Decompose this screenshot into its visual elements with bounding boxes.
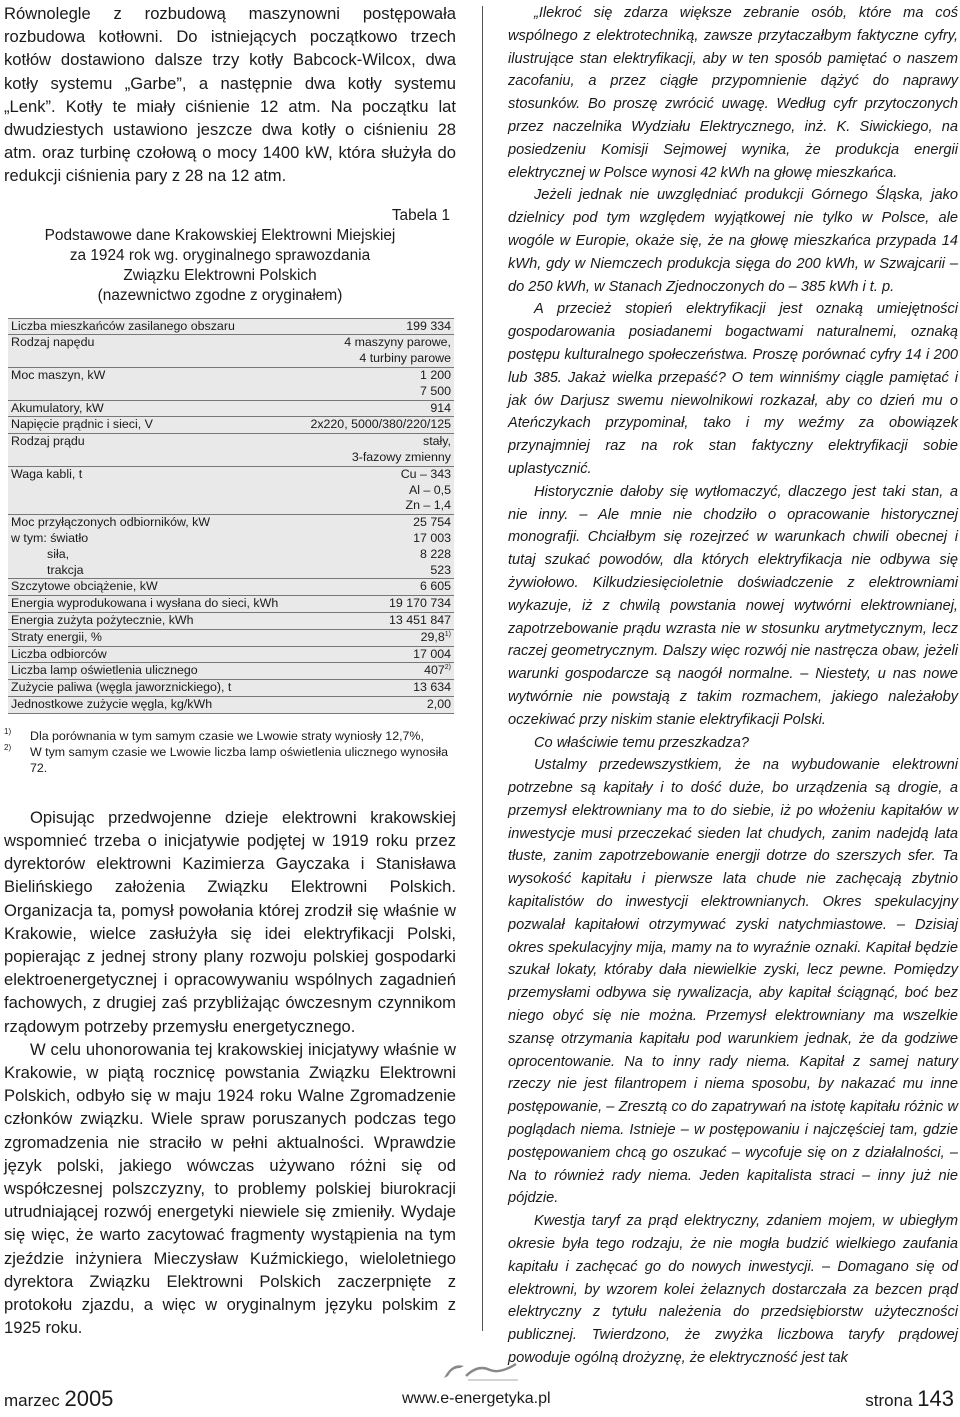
row-value: 17 004 xyxy=(285,646,454,663)
table-caption xyxy=(4,206,456,306)
table-row xyxy=(8,579,454,596)
row-label: Rodzaj napędu xyxy=(8,335,285,368)
energetyka-logo xyxy=(438,1358,522,1384)
row-value: 29,8 xyxy=(420,629,445,644)
row-label: Napięcie prądnic i sieci, V xyxy=(8,417,285,434)
table-row xyxy=(8,629,454,646)
intro-paragraph: Równolegle z rozbudową maszynowni postępowała rozbudowa kotłowni. Do istniejących początkowo trzech kotłów dostawiono dalsze trzy kotły Babcock-Wilcox, dwa kotły systemu „Garbe”, a następnie dwa kotły systemu „Lenk”. Kotły te miały ciśnienie 12 atm. Na początku lat dwudziestych ustawiono jeszcze dwa kotły o ciśnieniu 28 atm. oraz turbinę czołową o mocy 1400 kW, która służyła do redukcji ciśnienia pary z 28 na 12 atm. xyxy=(4,4,456,186)
table-row xyxy=(8,680,454,697)
data-table xyxy=(8,318,454,714)
row-value: 13 634 xyxy=(285,680,454,697)
row-value: 8 228 xyxy=(419,546,451,561)
table-row xyxy=(8,318,454,335)
quote-paragraph: A przecież stopień elektryfikacji jest oznaką umiejętności gospodarowania posiadanemi bogactwami naturalnemi, oznaką postępu kulturalnego społeczeństwa. Proszę porównać cyfry 14 i 200 lub 385. Jakaż wielka przepaść? O tem winniśmy ciągle pamiętać i jak ów Darjusz swemu niewolnikowi rozkazał, aby co dzień mu o Ateńczykach przypominał, tako i my weźmy za obowiązek przynajmniej raz na rok stan faktyczny elektryfikacji sobie uplastycznić. xyxy=(508,301,958,477)
table-row xyxy=(8,434,454,467)
row-value: Cu – 343 xyxy=(400,466,451,481)
issue-date xyxy=(4,1386,113,1412)
row-value: 4 maszyny parowe, xyxy=(344,335,451,350)
row-sublabel: w tym: światło xyxy=(11,530,89,545)
row-value: 407 xyxy=(424,663,445,678)
row-value: stały, xyxy=(423,434,451,449)
page-label: strona xyxy=(865,1391,913,1410)
quote-paragraph: Co właściwie temu przeszkadza? xyxy=(534,734,749,751)
issue-month: marzec xyxy=(4,1391,60,1410)
row-label: Rodzaj prądu xyxy=(8,434,285,467)
table-row xyxy=(8,663,454,680)
row-value: 19 170 734 xyxy=(285,596,454,613)
table-row xyxy=(8,696,454,713)
row-label: Liczba lamp oświetlenia ulicznego xyxy=(8,663,285,680)
row-value: 17 003 xyxy=(413,530,451,545)
table-title-line2: za 1924 rok wg. oryginalnego sprawozdania xyxy=(69,246,371,264)
table-row xyxy=(8,612,454,629)
row-label: Moc przyłączonych odbiorników, kW xyxy=(11,515,211,530)
quote-paragraph: Kwestja taryf za prąd elektryczny, zdaniem mojem, w ubiegłym okresie była tego rodzaju, że nie mogła budzić wielkiego zaufania kapitału i zachęcać go do nowych inwestycji. – Domagano się od elektrowni, by wzorem kolei żelaznych dostarczała za bezcen prąd elektryczny z tytułu należenia do przedsiębiorstw użyteczności publicznej. Twierdzono, że zwyżka liczbowa taryfy prądowej powoduje ogólną drożyznę, że elektryczność jest tak xyxy=(508,1213,958,1367)
quote-paragraph: Historycznie dałoby się wytłomaczyć, dlaczego jest taki stan, a nie inny. – Ale mnie nie chodziło o opracowanie historycznej monografji. Chciałbym się rozejrzeć w warunkach chwili obecnej i tutaj szukać powodów, dla których elektryfikacja nie odbywa się żywiołowo. Kilkudziesięcioletnie doświadczenie z elektrowniami wykazuje, iż z chwilą powstania nowej wytwórni elektrownianej, zapotrzebowanie prądu wzrasta nie w stosunku arytmetycznym, lecz raczej geometrycznym. Dalszy więc rozwój nie nastręcza obaw, jeżeli warunki gospodarcze są naogół normalne. – Niestety, u nas nowe wytwórnie nie powstają z takim rozmachem, jakiego należałoby oczekiwać przy niskim stanie elektryfikacji Polski. xyxy=(508,483,958,728)
footnote-marker: 1) xyxy=(4,726,12,736)
row-label: Szczytowe obciążenie, kW xyxy=(8,579,285,596)
table-row xyxy=(8,400,454,417)
row-label: Energia wyprodukowana i wysłana do sieci, kWh xyxy=(8,596,285,613)
row-label: Zużycie paliwa (węgla jaworznickiego), t xyxy=(8,680,285,697)
page-number: 143 xyxy=(917,1386,954,1411)
row-value: 1 200 xyxy=(419,368,451,383)
row-label: Liczba mieszkańców zasilanego obszaru xyxy=(8,318,285,335)
table-footnotes xyxy=(4,728,456,776)
row-label: Straty energii, % xyxy=(8,629,285,646)
row-value: 199 334 xyxy=(285,318,454,335)
table-number: Tabela 1 xyxy=(391,206,450,224)
row-value: 7 500 xyxy=(419,383,451,398)
quote-paragraph: Jeżeli jednak nie uwzględniać produkcji Górnego Śląska, jako dzielnicy pod tym względem wyjątkowej nie tylko w Polsce, ale wogóle w Europie, okaże się, że na głowę mieszkańca przypada 14 kWh, gdy w Niemczech produkcja sięga do 200 kWh, w Szwajcarii – do 250 kWh, w Stanach Zjednoczonych do – 385 kWh i t. p. xyxy=(508,187,958,295)
footnote-marker: 1) xyxy=(444,630,451,638)
row-label: Moc maszyn, kW xyxy=(8,368,285,401)
table-row xyxy=(8,646,454,663)
row-value: 25 754 xyxy=(413,515,451,530)
row-value: 914 xyxy=(285,400,454,417)
row-value: 13 451 847 xyxy=(285,612,454,629)
quote-paragraph: „Ilekroć się zdarza większe zebranie osób, które ma coś wspólnego z elektrotechniką, zawsze przytaczałbym faktyczne cyfry, ilustrujące stan elektryfikacji, aby w ten sposób pamiętać o naszem zacofaniu, a przez ciągłe przypomnienie dążyć do naprawy stosunków. Bo proszę zwrócić uwagę. Według cyfr przytoczonych przez naczelnika Wydziału Elektrycznego, inż. K. Siwickiego, na posiedzeniu Komisji Sejmowej wynika, że produkcja energii elektrycznej w Polsce wynosi 42 kWh na głowę mieszkańca. xyxy=(508,5,958,181)
row-label: Waga kabli, t xyxy=(8,466,285,514)
footnote-text: W tym samym czasie we Lwowie liczba lamp oświetlenia ulicznego wynosiła 72. xyxy=(30,744,448,775)
row-value: 2x220, 5000/380/220/125 xyxy=(285,417,454,434)
footnote-1 xyxy=(4,726,450,744)
table-row xyxy=(8,515,454,579)
row-value: Zn – 1,4 xyxy=(405,498,451,513)
row-label: Akumulatory, kW xyxy=(8,400,285,417)
footnote-text: Dla porównania w tym samym czasie we Lwowie straty wyniosły 12,7%, xyxy=(30,728,424,743)
row-label: Energia zużyta pożytecznie, kWh xyxy=(8,612,285,629)
footnote-2 xyxy=(4,742,450,776)
issue-year: 2005 xyxy=(64,1386,114,1411)
footnote-marker: 2) xyxy=(4,742,12,752)
row-value: 6 605 xyxy=(285,579,454,596)
table-row xyxy=(8,368,454,401)
body-paragraph: Opisując przedwojenne dzieje elektrowni krakowskiej wspomnieć trzeba o inicjatywie podjętej w 1919 roku przez dyrektorów elektrowni Kazimierza Gayczaka i Stanisława Bielińskiego założenia Związku Elektrowni Polskich. Organizacja ta, pomysł powołania której zrodził się właśnie w Krakowie, wielce zasłużyła się idei elektryfikacji Polski, popierając z jednej strony plany rozwoju polskiej gospodarki elektroenergetycznej i opracowywaniu wspólnych zagadnień fachowych, z drugiej zaś przybliżając ówczesnym czynnikom rządowym potrzeby przemysłu energetycznego. xyxy=(4,807,456,1036)
table-title-line3: Związku Elektrowni Polskich xyxy=(123,266,317,284)
website-url: www.e-energetyka.pl xyxy=(402,1390,551,1407)
left-body xyxy=(4,806,456,1340)
column-divider xyxy=(482,6,483,1331)
quote-paragraph: Ustalmy przedewszystkiem, że na wybudowanie elektrowni potrzebne są kapitały i to dość duże, bo urządzenia są drogie, a przemysł elektrowniany ma to do siebie, iż po włożeniu kapitałów w inwestycje musi przeczekać sieden lat chudych, zanim nadejdą lata tłuste, zanim zapotrzebowanie energji dotrze do szerszych sfer. Ta wysokość kapitału i pierwsze lata chude nie zachęcają zbytnio kapitalistów do inwestycji elektrownianych. Okres spekulacyjny pozwalał kapitałowi otrzymywać zyski natychmiastowe. – Dzisiaj okres spekulacyjny mija, mamy na to wyraźnie oznaki. Kapitał będzie szukał lokaty, któraby dała niewielkie zyski, lecz pewne. Pomiędzy przemysłami odbywa się rywalizacja, aby kapitał ściągnąć, boć bez niego obyć się nie można. Przemysł elektrowniany ma wszelkie szansę otrzymania kapitału pod warunkiem jednak, że da godziwe oprocentowanie. Na to inny rady niema. Kapitał z samej natury rzeczy nie jest filantropem i niema sposobu, by nakazać mu inne postępowanie, – Zresztą co do zapatrywań na istotę kapitału różnic w poglądach niema. Istnieje – w postępowaniu i najczęściej tam, gdzie postępowaniem chcą go oszukać – wycofuje się on z działalności, – Na to również rady niema. Jeden kapitalista straci – inny już nie pójdzie. xyxy=(508,757,958,1207)
row-value: 523 xyxy=(430,562,451,577)
table-row xyxy=(8,466,454,514)
table-title-line4: (nazewnictwo zgodne z oryginałem) xyxy=(97,286,343,304)
footnote-marker: 2) xyxy=(444,664,451,672)
table-row xyxy=(8,335,454,368)
body-paragraph: W celu uhonorowania tej krakowskiej inicjatywy właśnie w Krakowie, w piątą rocznicę powstania Związku Elektrowni Polskich, odbyło się w maju 1924 roku Walne Zgromadzenie członków związku. Wiele spraw poruszanych podczas tego zgromadzenia nie straciło w pełni aktualności. Wprawdzie język polski, jakiego wówczas używano różni się od współczesnej polszczyzny, to problemy polskiej biurokracji utrudniającej rozwój energetyki niewiele się zmieniły. Wydaje się więc, że warto zacytować fragmenty wystąpienia na tym zjeździe inżyniera Mieczysław Kuźmickiego, wieloletniego dyrektora Związku Elektrowni Polskich zaczerpnięte z protokołu zjazdu, a więc w oryginalnym języku polskim z 1925 roku. xyxy=(4,1039,456,1338)
row-label: Liczba odbiorców xyxy=(8,646,285,663)
page-number-block xyxy=(865,1386,954,1412)
page-footer xyxy=(0,1380,960,1417)
row-sublabel: siła, xyxy=(47,546,70,561)
row-value: 4 turbiny parowe xyxy=(359,351,451,366)
row-value: 2,00 xyxy=(285,696,454,713)
row-value: Al – 0,5 xyxy=(408,482,451,497)
row-label: Jednostkowe zużycie węgla, kg/kWh xyxy=(8,696,285,713)
row-value: 3-fazowy zmienny xyxy=(351,450,451,464)
right-column xyxy=(508,2,958,1370)
table-row xyxy=(8,417,454,434)
table-row xyxy=(8,596,454,613)
table-title-line1: Podstawowe dane Krakowskiej Elektrowni Miejskiej xyxy=(44,226,396,244)
left-column xyxy=(4,2,456,1339)
row-sublabel: trakcja xyxy=(47,562,84,577)
